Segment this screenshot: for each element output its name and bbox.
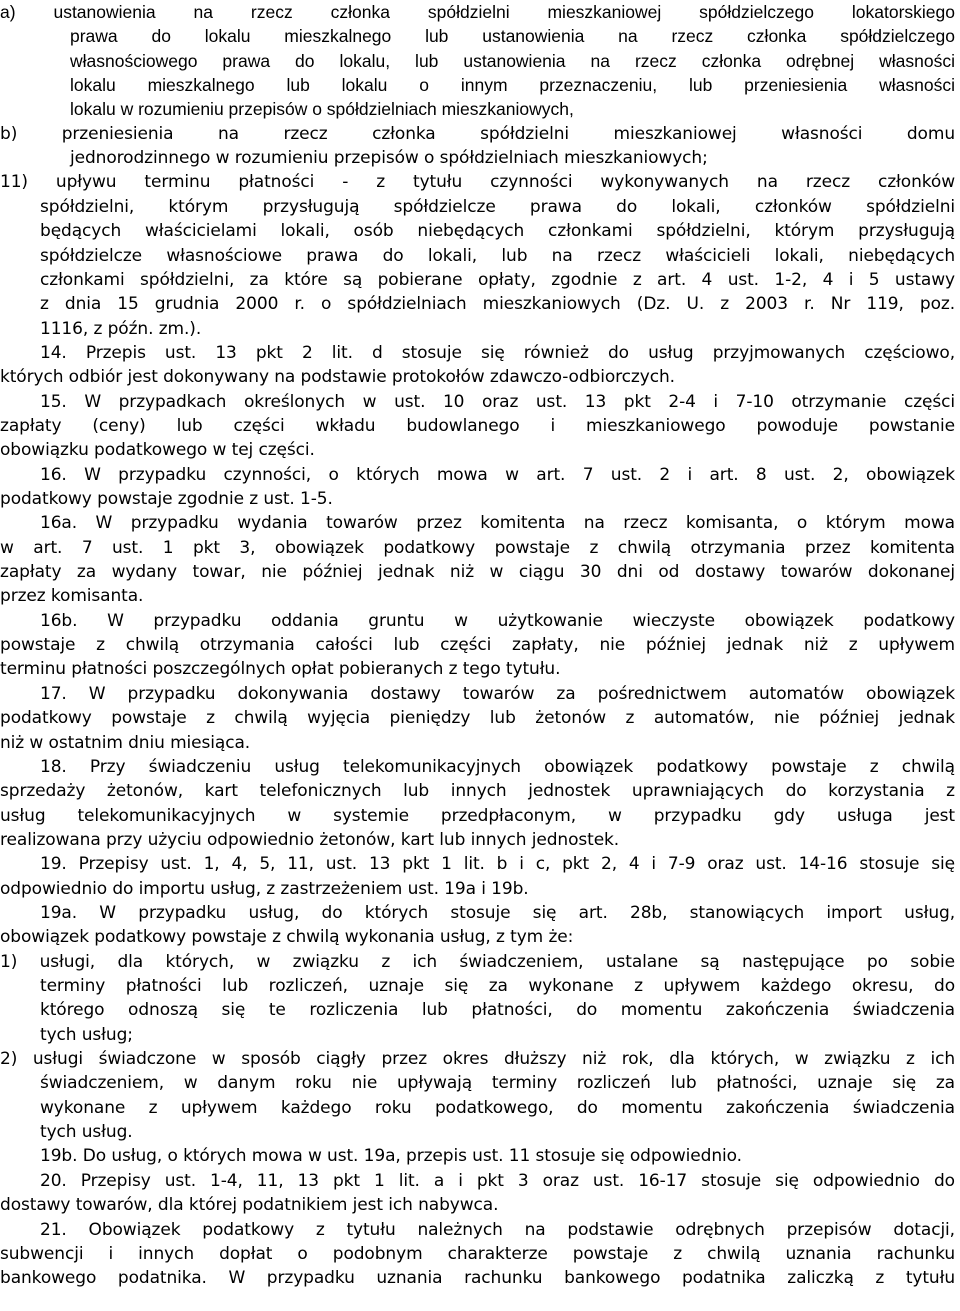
text-line: podatkowy powstaje z chwilą wyjęcia pieniędzy lub żetonów z automatów, nie później jednak — [0, 708, 955, 729]
text-line: tych usług. — [40, 1122, 133, 1143]
text-line: prawa do lokalu mieszkalnego lub ustanowienia na rzecz członka spółdzielczego — [70, 26, 955, 47]
text-line: 18. Przy świadczeniu usług telekomunikacyjnych obowiązek podatkowy powstaje z chwilą — [40, 756, 955, 777]
text-line: 2) usługi świadczone w sposób ciągły przez okres dłuższy niż rok, dla których, w związku z ich — [0, 1049, 955, 1070]
text-line: terminu płatności poszczególnych opłat pobieranych z tego tytułu. — [0, 659, 561, 680]
text-line: 19. Przepisy ust. 1, 4, 5, 11, ust. 13 pkt 1 lit. b i c, pkt 2, 4 i 7-9 oraz ust. 14-16 stosuje się — [40, 854, 955, 875]
text-line: członkami spółdzielni, za które są pobierane opłaty, zgodnie z art. 4 ust. 1-2, 4 i 5 ustawy — [40, 269, 955, 290]
text-line: którego odnoszą się te rozliczenia lub płatności, do momentu zakończenia świadczenia — [40, 1000, 955, 1021]
text-line: zapłaty za wydany towar, nie później jednak niż w ciągu 30 dni od dostawy towarów dokonanej — [0, 562, 955, 583]
text-line: usług telekomunikacyjnych w systemie przedpłaconym, w przypadku gdy usługa jest — [0, 805, 955, 826]
text-line: 21. Obowiązek podatkowy z tytułu należnych na podstawie odrębnych przepisów dotacji, — [40, 1219, 955, 1240]
text-line: przez komisanta. — [0, 586, 144, 607]
text-line: lokalu mieszkalnego lub lokalu o innym przeznaczeniu, lub przeniesienia własności — [70, 75, 955, 96]
text-line: 20. Przepisy ust. 1-4, 11, 13 pkt 1 lit. a i pkt 3 oraz ust. 16-17 stosuje się odpowiednio do — [40, 1170, 955, 1191]
text-line: świadczeniem, w danym roku nie upływają terminy rozliczeń lub płatności, uznaje się za — [40, 1073, 955, 1094]
text-line: spółdzielni, którym przysługują spółdzielcze prawa do lokali, członków spółdzielni — [40, 196, 955, 217]
text-line: spółdzielcze własnościowe prawa do lokali, lub na rzecz właścicieli lokali, niebędących — [40, 245, 955, 266]
text-line: podatkowy powstaje zgodnie z ust. 1-5. — [0, 489, 333, 509]
text-line: lokalu w rozumieniu przepisów o spółdzielniach mieszkaniowych, — [70, 99, 574, 120]
text-line: sprzedaży żetonów, kart telefonicznych lub innych jednostek uprawniających do korzystania z — [0, 781, 955, 802]
text-line: w art. 7 ust. 1 pkt 3, obowiązek podatkowy powstaje z chwilą otrzymania przez komitenta — [0, 537, 955, 558]
text-line: 16. W przypadku czynności, o których mowa w art. 7 ust. 2 i art. 8 ust. 2, obowiązek — [40, 464, 955, 485]
text-line: subwencji i innych dopłat o podobnym charakterze powstaje z chwilą uznania rachunku — [0, 1243, 955, 1264]
text-line: 1) usługi, dla których, w związku z ich świadczeniem, ustalane są następujące po sobie — [0, 951, 955, 972]
text-line: 1116, z późn. zm.). — [40, 318, 202, 339]
text-line: realizowana przy użyciu odpowiednio żetonów, kart lub innych jednostek. — [0, 829, 620, 850]
text-line: których odbiór jest dokonywany na podstawie protokołów zdawczo-odbiorczych. — [0, 367, 675, 388]
text-line: obowiązku podatkowego w tej części. — [0, 440, 315, 461]
text-line: obowiązek podatkowy powstaje z chwilą wykonania usług, z tym że: — [0, 927, 574, 948]
text-line: zapłaty (ceny) lub części wkładu budowlanego i mieszkaniowego powoduje powstanie — [0, 415, 955, 436]
text-line: będących właścicielami lokali, osób niebędących członkami spółdzielni, którym przysługują — [40, 221, 955, 242]
text-line: 17. W przypadku dokonywania dostawy towarów za pośrednictwem automatów obowiązek — [40, 683, 955, 704]
text-line: bankowego podatnika. W przypadku uznania rachunku bankowego podatnika zaliczką z tytułu — [0, 1268, 955, 1289]
text-line: tych usług; — [40, 1024, 133, 1045]
text-line: dostawy towarów, dla której podatnikiem jest ich nabywca. — [0, 1195, 499, 1216]
text-line: z dnia 15 grudnia 2000 r. o spółdzielniach mieszkaniowych (Dz. U. z 2003 r. Nr 119, poz. — [40, 294, 955, 315]
text-line: terminy płatności lub rozliczeń, uznaje się za wykonane z upływem każdego okresu, do — [40, 976, 955, 996]
text-line: 16b. W przypadku oddania gruntu w użytkowanie wieczyste obowiązek podatkowy — [40, 610, 955, 631]
text-line: powstaje z chwilą otrzymania całości lub części zapłaty, nie później jednak niż z upływem — [0, 635, 955, 656]
text-line: jednorodzinnego w rozumieniu przepisów o spółdzielniach mieszkaniowych; — [70, 148, 708, 169]
text-line: 16a. W przypadku wydania towarów przez komitenta na rzecz komisanta, o którym mowa — [40, 513, 955, 534]
text-line: wykonane z upływem każdego roku podatkowego, do momentu zakończenia świadczenia — [40, 1097, 955, 1118]
text-line: 14. Przepis ust. 13 pkt 2 lit. d stosuje się również do usług przyjmowanych częściowo, — [40, 342, 955, 363]
text-line: odpowiednio do importu usług, z zastrzeżeniem ust. 19a i 19b. — [0, 878, 529, 899]
text-line: 11) upływu terminu płatności - z tytułu czynności wykonywanych na rzecz członków — [0, 172, 955, 193]
text-line: a) ustanowienia na rzecz członka spółdzielni mieszkaniowej spółdzielczego lokatorskiego — [0, 2, 955, 22]
text-line: b) przeniesienia na rzecz członka spółdzielni mieszkaniowej własności domu — [0, 123, 955, 144]
text-line: 15. W przypadkach określonych w ust. 10 oraz ust. 13 pkt 2-4 i 7-10 otrzymanie części — [40, 391, 955, 412]
text-line: 19a. W przypadku usług, do których stosuje się art. 28b, stanowiących import usług, — [40, 902, 955, 923]
text-line: niż w ostatnim dniu miesiąca. — [0, 732, 251, 753]
text-line: 19b. Do usług, o których mowa w ust. 19a, przepis ust. 11 stosuje się odpowiednio. — [40, 1146, 742, 1167]
text-line: własnościowego prawa do lokalu, lub ustanowienia na rzecz członka odrębnej własności — [70, 50, 955, 71]
